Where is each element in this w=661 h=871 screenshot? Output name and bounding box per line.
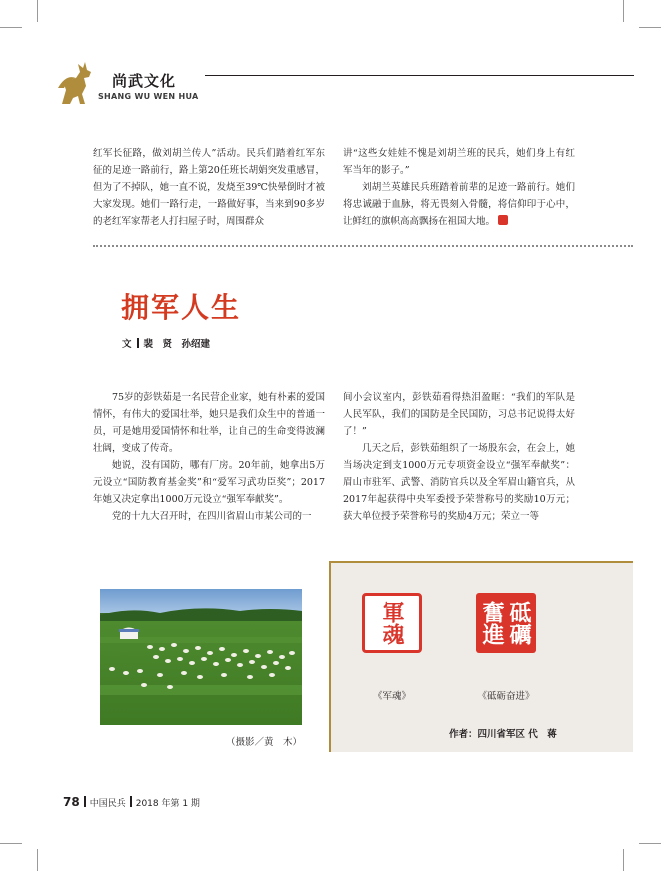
seal-author: 作者：四川省军区 代 蒋 — [449, 729, 557, 740]
prev-article-paragraph — [343, 179, 575, 230]
article-paragraph: 几天之后，彭铁茹组织了一场股东会，在会上，她当场决定到支1000万元专项资金设立“强军奉献奖”：眉山市驻军、武警、消防官兵以及全军眉山籍官兵，从2017年起获得中央军委授予荣誉称号的奖励10万元；获大单位授予荣誉称号的奖励4万元；荣立一等 — [343, 443, 575, 522]
section-subtitle: SHANG WU WEN HUA — [98, 92, 199, 101]
header-rule — [205, 75, 634, 76]
prev-article-text: 刘胡兰英雄民兵班踏着前辈的足迹一路前行。她们将忠诚融于血脉，将无畏刻入骨髓，将信仰印于心中，让鲜红的旗帜高高飘扬在祖国大地。 — [343, 182, 575, 227]
page-number: 78 — [63, 795, 80, 809]
seal-characters: 砥礪奮進 — [479, 601, 531, 645]
seal-jun-hun — [362, 593, 422, 653]
end-mark-icon — [498, 215, 508, 225]
section-logo-icon — [56, 58, 96, 106]
magazine-name: 中国民兵 — [89, 799, 126, 809]
prev-article-column-2 — [343, 145, 575, 230]
seal-characters: 軍魂 — [379, 601, 404, 645]
article-divider — [93, 245, 633, 247]
seal-caption: 《砥砺奋进》 — [477, 691, 535, 702]
article-paragraph: 75岁的彭铁茹是一名民营企业家，她有朴素的爱国情怀，有伟大的爱国壮举，她只是我们众生中的普通一员，可是她用爱国情怀和壮举，让自己的生命变得波澜壮阔，变成了传奇。 — [93, 392, 325, 454]
seal-panel — [329, 561, 633, 752]
seal-caption: 《军魂》 — [372, 691, 411, 702]
footer-divider — [84, 796, 86, 807]
byline-prefix: 文 — [122, 339, 132, 350]
article-paragraph: 党的十九大召开时，在四川省眉山市某公司的一 — [112, 511, 312, 522]
article-byline — [122, 336, 210, 350]
byline-authors: 裴 贤 孙绍建 — [143, 339, 211, 350]
issue-label: 2018 年第 1 期 — [135, 799, 200, 809]
page-footer — [63, 795, 200, 809]
photo-caption: （摄影／黄 木） — [226, 737, 303, 748]
article-column-1 — [93, 389, 325, 525]
article-column-2 — [343, 389, 575, 525]
prev-article-paragraph: 讲“这些女娃娃不愧是刘胡兰班的民兵，她们身上有红军当年的影子。” — [343, 148, 575, 176]
prev-article-column-1 — [93, 145, 325, 230]
byline-divider — [137, 338, 139, 348]
prev-article-paragraph: 红军长征路，做刘胡兰传人”活动。民兵们踏着红军东征的足迹一路前行，路上第20任班长胡娟突发重感冒，但为了不掉队，她一直不说，发烧至39℃快晕倒时才被大家发现。她们一路行走，一路做好事，当来到90多岁的老红军家帮老人打扫屋子时，周围群众 — [93, 148, 325, 227]
footer-divider — [130, 796, 132, 807]
grassland-photo — [100, 589, 302, 725]
section-title: 尚武文化 — [112, 72, 177, 90]
article-paragraph: 间小会议室内，彭铁茹看得热泪盈眶：“我们的军队是人民军队，我们的国防是全民国防，习总书记说得太好了！” — [343, 392, 575, 437]
article-paragraph: 她说，没有国防，哪有厂房。20年前，她拿出5万元设立“国防教育基金奖”和“爱军习武功臣奖”；2017年她又决定拿出1000万元设立“强军奉献奖”。 — [93, 460, 325, 505]
article-title: 拥军人生 — [121, 291, 242, 324]
seal-di-li-fen-jin — [476, 593, 536, 653]
